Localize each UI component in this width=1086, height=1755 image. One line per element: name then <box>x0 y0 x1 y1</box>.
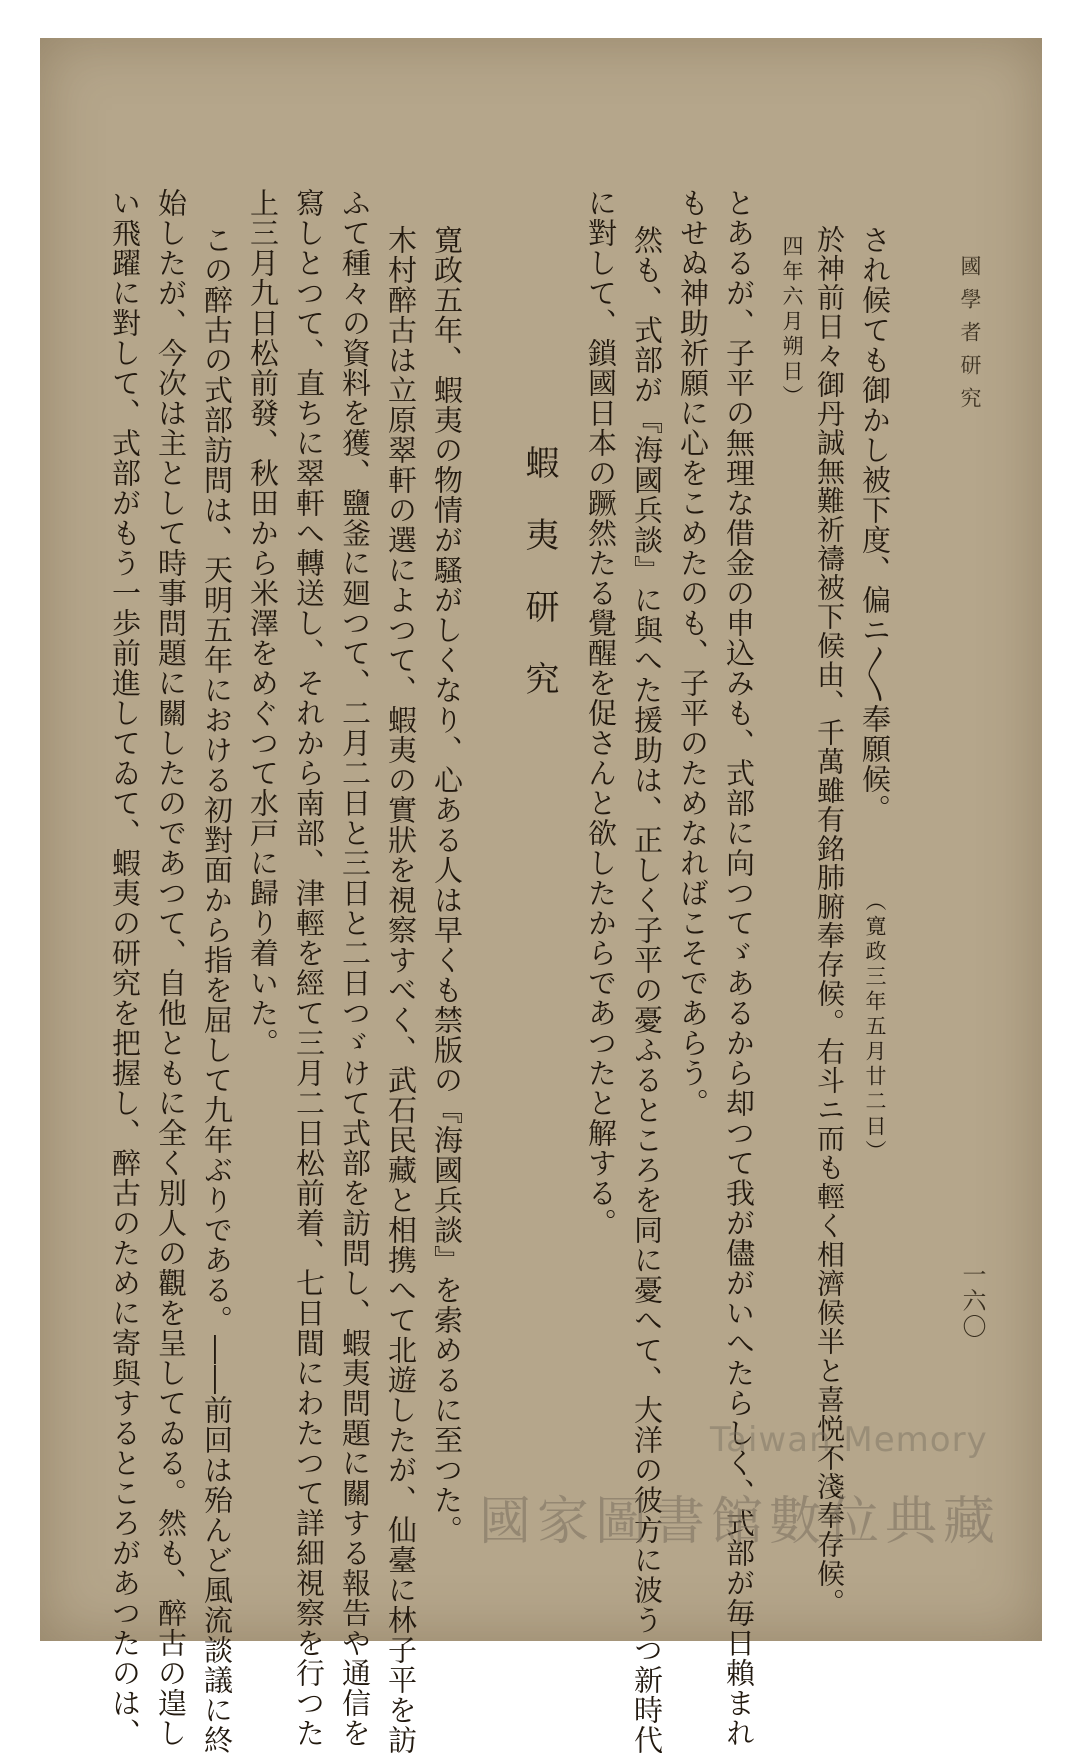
text-column-1: され候ても御かし被下度、偏ニ〳〵奉願候。 <box>858 225 892 824</box>
section-title: 蝦夷研究 <box>519 445 559 733</box>
text-column-11: 寫しとつて、直ちに翠軒へ轉送し、それから南部、津輕を經て三月二日松前着、七日間にわたつて詳細視察を行つた <box>292 188 326 1748</box>
watermark-chinese: 國家圖書館數位典藏 <box>478 1491 1001 1552</box>
page-number: 一六〇 <box>958 1262 986 1340</box>
text-column-5: もせぬ神助祈願に心をこめたのも、子平のためなればこそであらう。 <box>676 188 710 1118</box>
text-column-13: この醉古の式部訪問は、天明五年における初對面から指を屈して九年ぶりである。――前回は殆んど風流談議に終 <box>200 225 234 1755</box>
text-column-8: 寛政五年、蝦夷の物情が騷がしくなり、心ある人は早くも禁版の『海國兵談』を索めるに至つた。 <box>430 225 464 1545</box>
text-column-6: 然も、式部が『海國兵談』に與へた援助は、正しく子平の憂ふるところを同に憂へて、大洋の彼方に波うつ新時代 <box>630 225 664 1755</box>
text-column-10: ふて種々の資料を獲、鹽釜に廻つて、二月二日と三日と二日つゞけて式部を訪問し、蝦夷問題に關する報告や通信を <box>338 188 372 1748</box>
text-column-14: 始したが、今次は主として時事問題に關したのであつて、自他ともに全く別人の觀を呈してゐる。然も、醉古の遑し <box>154 188 188 1748</box>
running-header-title: 國學者研究 <box>958 255 982 420</box>
watermark-english: Taiwan Memory <box>710 1420 988 1460</box>
text-column-4: とあるが、子平の無理な借金の申込みも、式部に向つてゞあるから却つて我が儘がいへたらしく、式部が毎日賴まれ <box>722 188 756 1748</box>
text-column-3: 四年六月朔日） <box>780 235 804 410</box>
text-column-9: 木村醉古は立原翠軒の選によつて、蝦夷の實狀を視察すべく、武石民藏と相携へて北遊したが、仙臺に林子平を訪 <box>384 225 418 1755</box>
text-column-15: い飛躍に對して、式部がもう一歩前進してゐて、蝦夷の研究を把握し、醉古のために寄與するところがあつたのは、 <box>108 188 142 1748</box>
date-annotation-1: （寛政三年五月廿二日） <box>863 890 887 1165</box>
text-column-2: 於神前日々御丹誠無難祈禱被下候由、千萬雖有銘肺腑奉存候。右斗ニ而も輕く相濟候半と喜悦不淺奉存候。 <box>813 225 846 1617</box>
text-column-7: に對して、鎖國日本の蹶然たる覺醒を促さんと欲したからであつたと解する。 <box>584 188 618 1238</box>
text-column-12: 上三月九日松前發、秋田から米澤をめぐつて水戸に歸り着いた。 <box>246 188 280 1058</box>
